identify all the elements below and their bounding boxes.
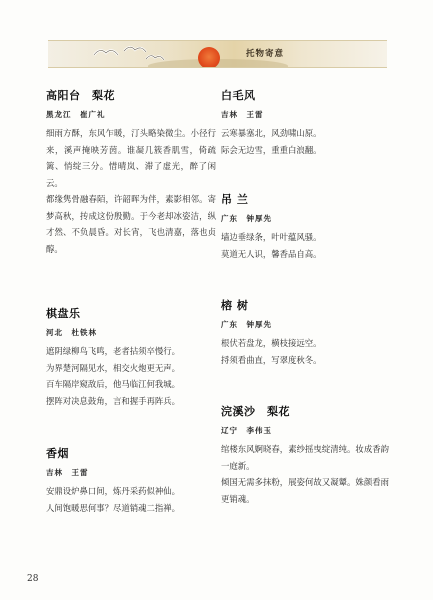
poem-line: 百车隔岸窥敌后，他马临江何我城。 — [46, 379, 180, 389]
poem-title: 白毛风 — [221, 89, 256, 102]
poem-title: 浣溪沙 梨花 — [221, 405, 290, 418]
poem-line: 人间饱暖思何事？尽道销魂二指禅。 — [46, 502, 180, 513]
poem-author: 黑龙江 崔广礼 — [46, 110, 106, 119]
poem-line: 安鼎设炉鼻口间，炼丹采药似神仙。 — [46, 486, 180, 496]
poem-author: 广东 钟厚先 — [221, 320, 272, 329]
poem-line: 墙边垂绿条，叶叶蕴风骚。 — [221, 232, 322, 242]
header-banner — [48, 40, 387, 68]
poem-line: 都缘隽骨融春陌，许韶晖为伴，素影相邻。寄梦高秋，抟成这份殷勤。于今老却冰姿洁，纵才然、不负晨昏。对长宵，飞也清嘉，落也贞醇。 — [46, 194, 216, 254]
poem-author: 辽宁 李伟玉 — [221, 426, 272, 435]
poem-title: 吊 兰 — [221, 193, 249, 206]
poem-line: 捋须看曲直，写翠度秋冬。 — [221, 354, 322, 365]
poem-title: 高阳台 梨花 — [46, 89, 115, 102]
poem-line: 细雨方酥，东风乍暖，汀头略染微尘。小径行来，溪声掩映芳茵。谁凝几簇香肌雪，倚疏篱、悄绽三分。惜晴岚、滞了虚光，醉了闲云。 — [46, 128, 216, 188]
poem — [46, 305, 216, 409]
page-number: 28 — [27, 574, 39, 584]
poem-author: 河北 杜铁林 — [46, 328, 97, 337]
poem — [221, 191, 389, 262]
poem-line: 倾国无需多抹粉，展姿何故又凝颦。姝颜看雨更销魂。 — [221, 477, 389, 504]
poem-author: 广东 钟厚先 — [221, 214, 272, 223]
poem-title: 香烟 — [46, 447, 69, 460]
poem-line: 绾楼东风婀晓春，素纱摇曳绽清纯。妆成香韵一庭新。 — [221, 444, 389, 471]
poem-line: 遮阴绿柳鸟飞鸣，老者拈须卒慢行。 — [46, 346, 180, 356]
poem — [221, 403, 389, 507]
poem-line: 根伏若盘龙，横枝接远空。 — [221, 338, 322, 348]
poem-line: 摆阵对决息鼓角，言和握手再阵兵。 — [46, 395, 180, 406]
poem — [221, 297, 389, 368]
poem-line: 莫道无人识，馨香品自高。 — [221, 248, 322, 259]
poem — [46, 87, 216, 257]
poem-line: 际会无边雪，重重白浪翻。 — [221, 144, 322, 155]
poem-title: 榕 树 — [221, 299, 249, 312]
banner-sun — [198, 47, 220, 68]
poem-title: 棋盘乐 — [46, 307, 81, 320]
poem — [221, 87, 389, 158]
poem-line: 云寒暴塞北，风劲啸山原。 — [221, 128, 322, 138]
poem-author: 吉林 王雷 — [221, 110, 264, 119]
section-title: 托物寄意 — [246, 49, 285, 59]
cranes-illustration — [88, 43, 168, 65]
poem — [46, 445, 216, 516]
poem-line: 为界楚河隔见水，相交火炮更无声。 — [46, 362, 180, 373]
poem-author: 吉林 王雷 — [46, 468, 89, 477]
